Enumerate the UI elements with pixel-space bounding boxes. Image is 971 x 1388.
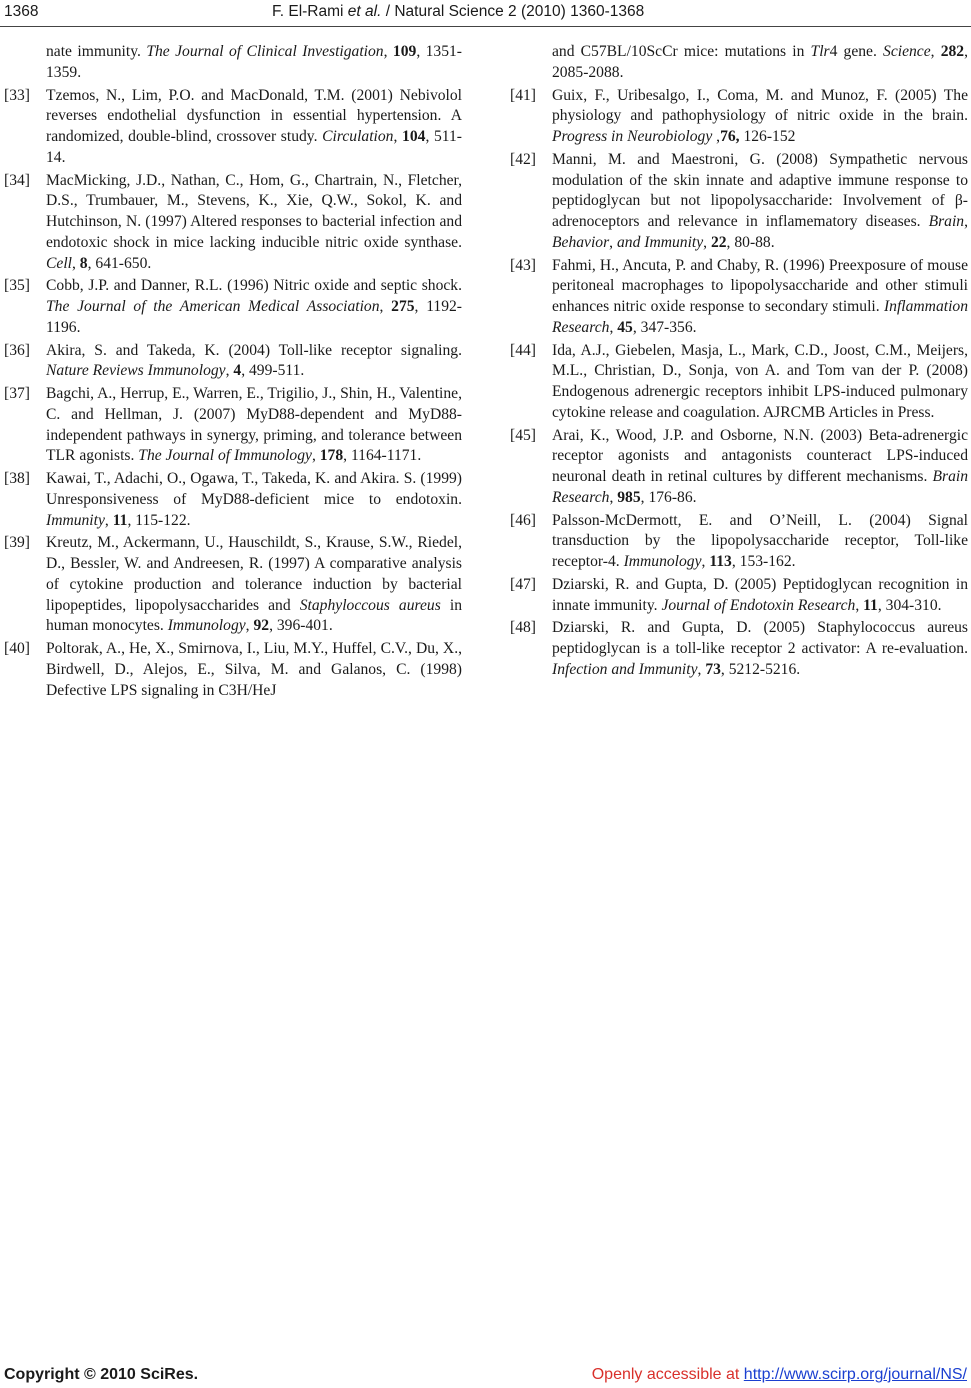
- journal-link[interactable]: http://www.scirp.org/journal/NS/: [743, 1366, 967, 1383]
- reference-italic-text: Brain: [928, 213, 965, 230]
- reference-text: , 80-88.: [726, 233, 775, 251]
- reference-volume: 4: [233, 362, 242, 380]
- reference-volume: 8: [79, 254, 88, 272]
- reference-number: [47]: [510, 575, 536, 593]
- reference-italic-text: and Immunity: [616, 233, 704, 251]
- reference-volume: 109: [392, 43, 417, 60]
- reference-text: ,: [964, 213, 968, 230]
- reference-text: Dziarski, R. and Gupta, D. (2005) Staphylococcus aureus peptidoglycan is a toll-like receptor 2 activator: A re-evaluation.: [552, 619, 968, 657]
- reference-text: Akira, S. and Takeda, K. (2004) Toll-like receptor signaling.: [46, 341, 462, 359]
- reference-item: [510, 341, 968, 424]
- reference-text: Dziarski, R. and Gupta, D. (2005) Peptidoglycan recognition in innate immunity.: [552, 575, 968, 614]
- reference-volume: 985: [617, 488, 641, 506]
- running-title: [272, 3, 644, 21]
- reference-italic-text: Immunology: [623, 553, 702, 570]
- reference-text: ,: [379, 298, 392, 315]
- reference-text: ,: [311, 447, 320, 465]
- reference-text: , 153-162.: [731, 553, 796, 570]
- reference-number: [45]: [510, 426, 536, 444]
- reference-number: [48]: [510, 619, 536, 637]
- reference-italic-text: Progress in Neurobiology: [552, 128, 713, 145]
- reference-text: , 2085-2088.: [552, 43, 968, 81]
- reference-italic-text: Staphyloccous aureus: [299, 596, 441, 614]
- reference-text: ,: [701, 553, 710, 570]
- reference-number: [40]: [4, 640, 30, 657]
- reference-item: [510, 256, 968, 339]
- reference-text: , 176-86.: [640, 488, 697, 506]
- reference-text: ,: [225, 362, 234, 380]
- reference-text: Tzemos, N., Lim, P.O. and MacDonald, T.M. (2001) Nebivolol reverses endothelial dysfunction in essential hypertension. A randomized, double-blind, crossover study.: [46, 86, 462, 145]
- reference-text: , 5212-5216.: [720, 660, 801, 678]
- reference-text: , 304-310.: [877, 596, 942, 614]
- reference-number: [34]: [4, 171, 30, 189]
- header-et-al: et al.: [347, 3, 382, 20]
- reference-text: ,: [703, 233, 711, 251]
- reference-volume: 22: [710, 233, 727, 251]
- reference-item: [510, 42, 968, 84]
- reference-volume: 92: [253, 617, 270, 635]
- reference-number: [33]: [4, 86, 30, 104]
- header-journal: / Natural Science 2 (2010) 1360-1368: [381, 3, 645, 20]
- reference-item: [510, 575, 968, 617]
- reference-text: , 396-401.: [269, 617, 333, 635]
- reference-item: [4, 469, 462, 531]
- header-authors: F. El-Rami: [272, 3, 348, 20]
- reference-volume: 73: [705, 660, 721, 678]
- reference-text: ,: [104, 511, 113, 529]
- reference-text: , 641-650.: [87, 254, 152, 272]
- reference-text: MacMicking, J.D., Nathan, C., Hom, G., Chartrain, N., Fletcher, D.S., Trumbauer, M., Stevens, K., Xie, Q.W., Sokol, K. and Hutchinson, N. (1997) Altered responses to bacterial infection and endotoxic shock in mice lacking inducible nitric oxide synthase.: [46, 171, 462, 251]
- open-access-notice: [592, 1366, 967, 1384]
- reference-volume: 282: [940, 43, 965, 60]
- reference-volume: 11: [863, 596, 878, 614]
- reference-item: [4, 276, 462, 338]
- reference-number: [44]: [510, 341, 536, 359]
- reference-italic-text: Immunity: [46, 511, 105, 529]
- reference-italic-text: The Journal of the American Medical Association: [46, 298, 380, 315]
- reference-italic-text: Nature Reviews Immunology: [46, 362, 226, 380]
- reference-italic-text: Circulation: [322, 128, 394, 145]
- reference-text: ,: [245, 617, 254, 635]
- reference-number: [42]: [510, 150, 536, 168]
- reference-number: [39]: [4, 534, 30, 552]
- reference-volume: 104: [402, 128, 426, 145]
- reference-text: Guix, F., Uribesalgo, I., Coma, M. and Munoz, F. (2005) The physiology and pathophysiology of nitric oxide in the brain.: [552, 86, 968, 125]
- reference-text: Palsson-McDermott, E. and O’Neill, L. (2004) Signal transduction by the lipopolysaccharide receptor, Toll-like receptor-4.: [552, 511, 968, 570]
- reference-volume: 76,: [720, 128, 740, 145]
- reference-text: ,: [609, 233, 617, 251]
- reference-text: and C57BL/10ScCr mice: mutations in: [552, 43, 811, 60]
- reference-item: [510, 86, 968, 148]
- reference-italic-text: The Journal of Clinical Investigation: [146, 43, 384, 60]
- reference-number: [38]: [4, 470, 30, 487]
- reference-volume: 178: [319, 447, 344, 465]
- reference-item: [4, 42, 462, 84]
- reference-volume: 275: [391, 298, 415, 315]
- header-rule: [0, 26, 971, 27]
- reference-italic-text: Behavior: [552, 233, 610, 251]
- reference-italic-text: Immunology: [167, 617, 246, 635]
- reference-number: [41]: [510, 86, 536, 104]
- reference-item: [510, 150, 968, 254]
- reference-text: Kawai, T., Adachi, O., Ogawa, T., Takeda, K. and Akira. S. (1999) Unresponsiveness of MyD88-deficient mice to endotoxin.: [46, 470, 462, 508]
- reference-item: [4, 384, 462, 467]
- reference-text: Bagchi, A., Herrup, E., Warren, E., Trigilio, J., Shin, H., Valentine, C. and Hellman, J. (2007) MyD88-dependent and MyD88-independent pathways in synergy, priming, and tolerance between TLR agonists.: [46, 385, 462, 465]
- reference-volume: 11: [112, 511, 128, 529]
- reference-item: [4, 341, 462, 383]
- reference-volume: 113: [709, 553, 732, 570]
- reference-text: , 115-122.: [127, 511, 191, 529]
- reference-item: [510, 511, 968, 573]
- reference-text: in human monocytes.: [46, 596, 462, 635]
- page-number: 1368: [4, 3, 39, 20]
- reference-item: [4, 639, 462, 701]
- reference-number: [46]: [510, 511, 536, 529]
- reference-number: [37]: [4, 385, 30, 402]
- reference-text: ,: [855, 596, 864, 614]
- reference-column-right: [510, 42, 968, 683]
- reference-italic-text: Brain Research: [552, 468, 968, 506]
- reference-text: ,: [712, 128, 721, 145]
- reference-text: ,: [383, 43, 393, 60]
- reference-text: nate immunity.: [46, 43, 147, 60]
- reference-italic-text: Cell: [46, 254, 72, 272]
- reference-number: [43]: [510, 256, 536, 274]
- reference-item: [4, 533, 462, 637]
- reference-text: , 499-511.: [241, 362, 305, 380]
- reference-volume: 45: [617, 318, 633, 336]
- reference-text: , 1351-1359.: [46, 43, 462, 81]
- open-access-text: Openly accessible at: [591, 1366, 744, 1383]
- reference-text: ,: [609, 488, 618, 506]
- reference-column-left: [4, 42, 462, 703]
- reference-item: [4, 171, 462, 275]
- reference-item: [510, 618, 968, 680]
- reference-text: , 347-356.: [632, 318, 697, 336]
- reference-item: [4, 86, 462, 169]
- reference-text: ,: [72, 254, 80, 272]
- reference-text: ,: [697, 660, 706, 678]
- reference-text: 126-152: [739, 128, 796, 145]
- reference-text: , 1192-1196.: [46, 298, 462, 336]
- reference-text: , 511-14.: [46, 128, 462, 166]
- copyright-notice: Copyright © 2010 SciRes.: [4, 1366, 199, 1383]
- reference-text: Arai, K., Wood, J.P. and Osborne, N.N. (2003) Beta-adrenergic receptor agonists and antagonists counteract LPS-induced neuronal death in retinal cultures by different mechanisms.: [552, 426, 968, 485]
- reference-text: Ida, A.J., Giebelen, Masja, L., Mark, C.D., Joost, C.M., Meijers, M.L., Christian, D., Sonja, von A. and Tom van der P. (2008) Endogenous adrenergic receptors inhibit LPS-induced pulmonary cytokine release and coagulation. AJRCMB Articles in Press.: [552, 341, 968, 421]
- reference-text: ,: [393, 128, 403, 145]
- reference-italic-text: The Journal of Immunology: [138, 447, 312, 465]
- reference-number: [35]: [4, 277, 30, 295]
- reference-item: [510, 426, 968, 509]
- reference-text: , 1164-1171.: [343, 447, 422, 465]
- reference-italic-text: Inflammation Research: [552, 298, 968, 336]
- reference-italic-text: Journal of Endotoxin Research: [661, 596, 856, 614]
- reference-text: Poltorak, A., He, X., Smirnova, I., Liu, M.Y., Huffel, C.V., Du, X., Birdwell, D., Alejos, E., Silva, M. and Galanos, C. (1998) Defective LPS signaling in C3H/HeJ: [46, 640, 462, 699]
- page-footer: [0, 1364, 971, 1388]
- reference-italic-text: Tlr: [810, 43, 830, 60]
- reference-text: ,: [930, 43, 941, 60]
- reference-number: [36]: [4, 341, 30, 359]
- reference-text: Manni, M. and Maestroni, G. (2008) Sympathetic nervous modulation of the skin innate and adaptive immune response to peptidoglycan but not lipopolysaccharide: Involvement of β-adrenoceptors and relevance in inflamematory diseases.: [552, 150, 968, 230]
- running-header: [0, 0, 971, 26]
- reference-text: ,: [609, 318, 618, 336]
- reference-italic-text: Infection and Immunity: [552, 660, 698, 678]
- reference-text: 4 gene.: [829, 43, 884, 60]
- reference-text: Cobb, J.P. and Danner, R.L. (1996) Nitric oxide and septic shock.: [46, 277, 462, 295]
- reference-text: Fahmi, H., Ancuta, P. and Chaby, R. (1996) Preexposure of mouse peritoneal macrophages to lipopolysaccharide and other stimuli enhances nitric oxide response to secondary stimuli.: [552, 256, 968, 315]
- reference-text: Kreutz, M., Ackermann, U., Hauschildt, S., Krause, S.W., Riedel, D., Bessler, W. and Andreesen, R. (1997) A comparative analysis of cytokine production and tolerance induction by bacterial lipopeptides, lipopolysaccharides and: [46, 534, 462, 614]
- reference-italic-text: Science: [883, 43, 931, 60]
